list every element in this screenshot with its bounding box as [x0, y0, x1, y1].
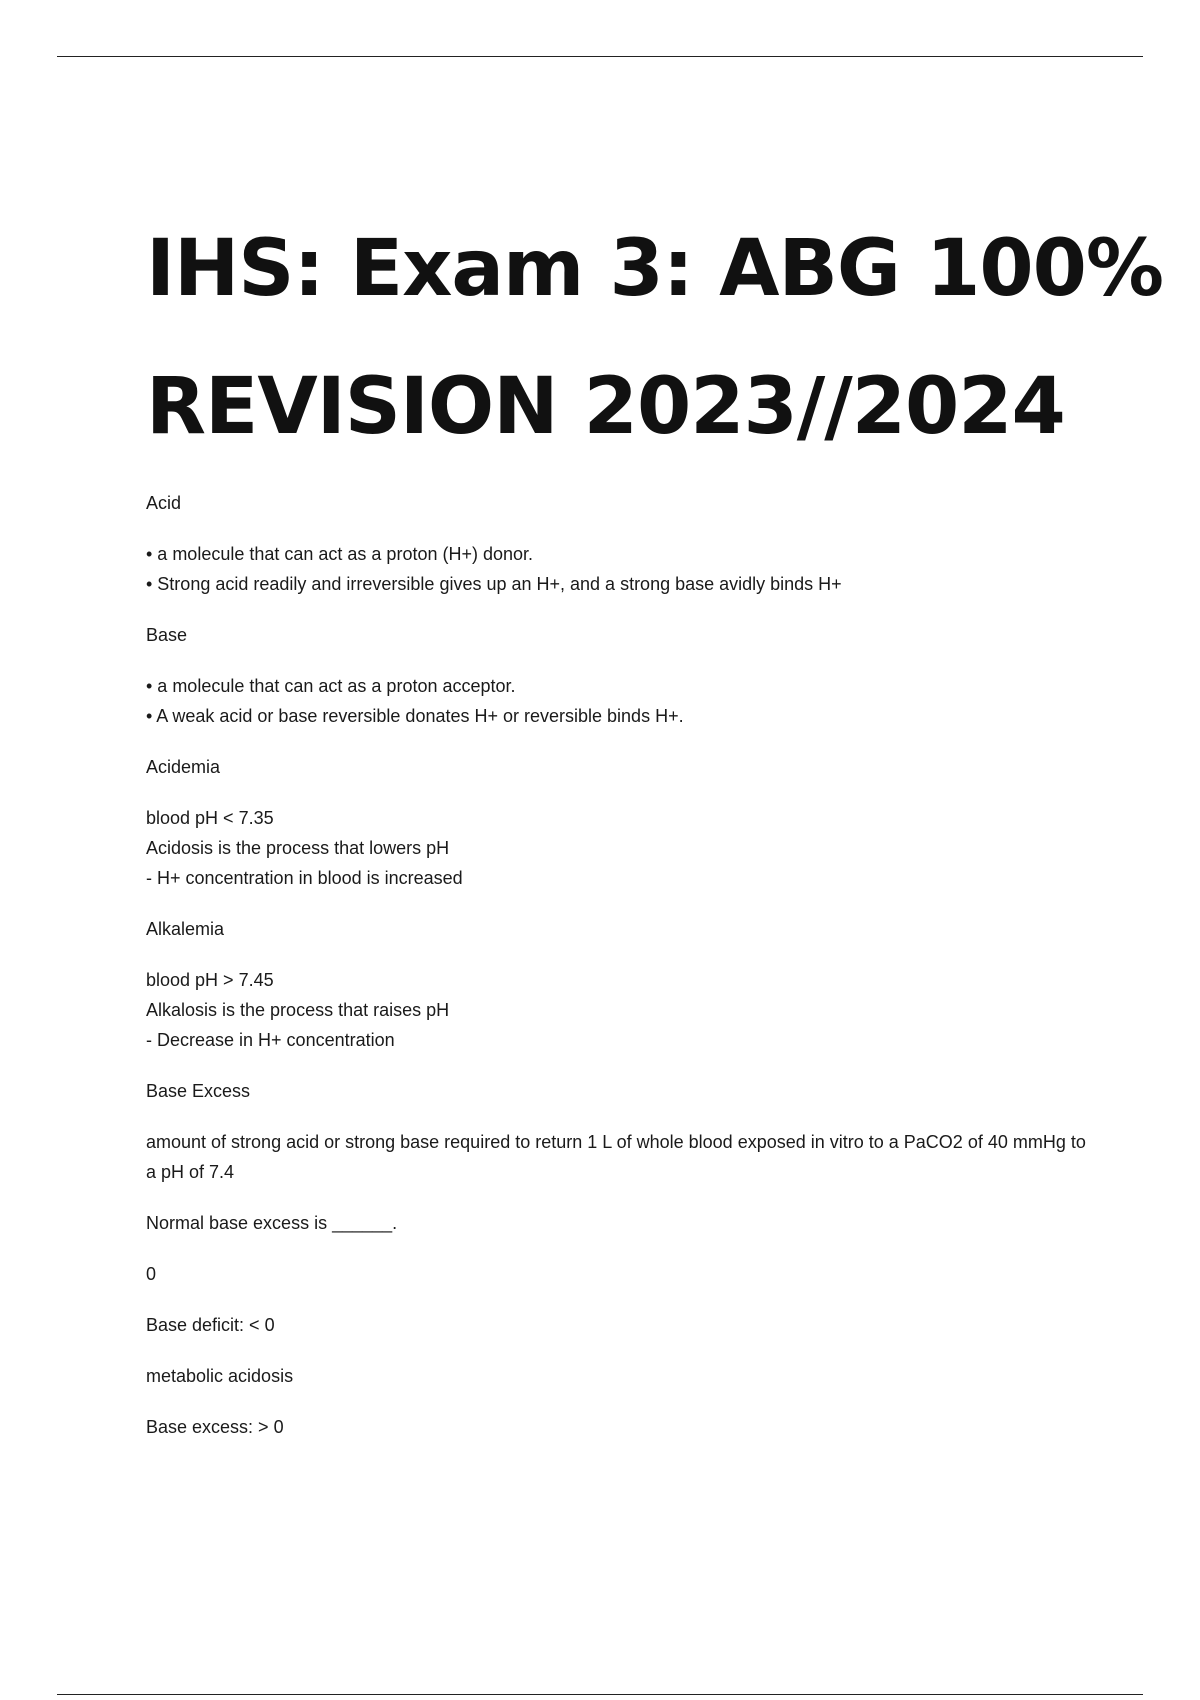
definition [146, 1259, 1086, 1289]
term: Base deficit: < 0 [146, 1315, 275, 1335]
definition-line: • Strong acid readily and irreversible gives up an H+, and a strong base avidly binds H+ [146, 574, 842, 594]
definition-line: Alkalosis is the process that raises pH [146, 1000, 450, 1020]
top-rule [57, 56, 1143, 57]
term: Acidemia [146, 757, 221, 777]
definition-line: blood pH < 7.35 [146, 808, 274, 828]
card-base-excess [146, 1076, 1086, 1187]
term: Base [146, 625, 188, 645]
definition [146, 539, 1086, 599]
document-title [146, 200, 1164, 476]
title-line-1: IHS: Exam 3: ABG 100% [146, 224, 1164, 314]
definition-line: blood pH > 7.45 [146, 970, 274, 990]
card-base-deficit [146, 1310, 1086, 1391]
definition [146, 965, 1086, 1055]
definition [146, 1361, 1086, 1391]
card-base [146, 620, 1086, 731]
card-alkalemia [146, 914, 1086, 1055]
term: Base Excess [146, 1081, 251, 1101]
card-acid [146, 488, 1086, 599]
definition-line: • A weak acid or base reversible donates H+ or reversible binds H+. [146, 706, 684, 726]
flashcard-list [146, 488, 1086, 1463]
definition-line: amount of strong acid or strong base required to return 1 L of whole blood exposed in vitro to a PaCO2 of 40 mmHg to a pH of 7.4 [146, 1132, 1086, 1182]
definition-line: • a molecule that can act as a proton acceptor. [146, 676, 516, 696]
definition-line: - Decrease in H+ concentration [146, 1030, 395, 1050]
card-normal-base-excess [146, 1208, 1086, 1289]
definition [146, 803, 1086, 893]
definition-line: • a molecule that can act as a proton (H+) donor. [146, 544, 534, 564]
bottom-rule [57, 1694, 1143, 1695]
card-acidemia [146, 752, 1086, 893]
card-base-excess-positive [146, 1412, 1086, 1442]
definition [146, 671, 1086, 731]
term: Acid [146, 493, 182, 513]
definition-line: - H+ concentration in blood is increased [146, 868, 463, 888]
definition-line: Acidosis is the process that lowers pH [146, 838, 450, 858]
definition-line: 0 [146, 1264, 157, 1284]
term: Normal base excess is ______. [146, 1213, 398, 1233]
definition [146, 1127, 1086, 1187]
term: Alkalemia [146, 919, 225, 939]
title-line-2: REVISION 2023//2024 [146, 362, 1065, 452]
term: Base excess: > 0 [146, 1417, 284, 1437]
definition-line: metabolic acidosis [146, 1366, 294, 1386]
